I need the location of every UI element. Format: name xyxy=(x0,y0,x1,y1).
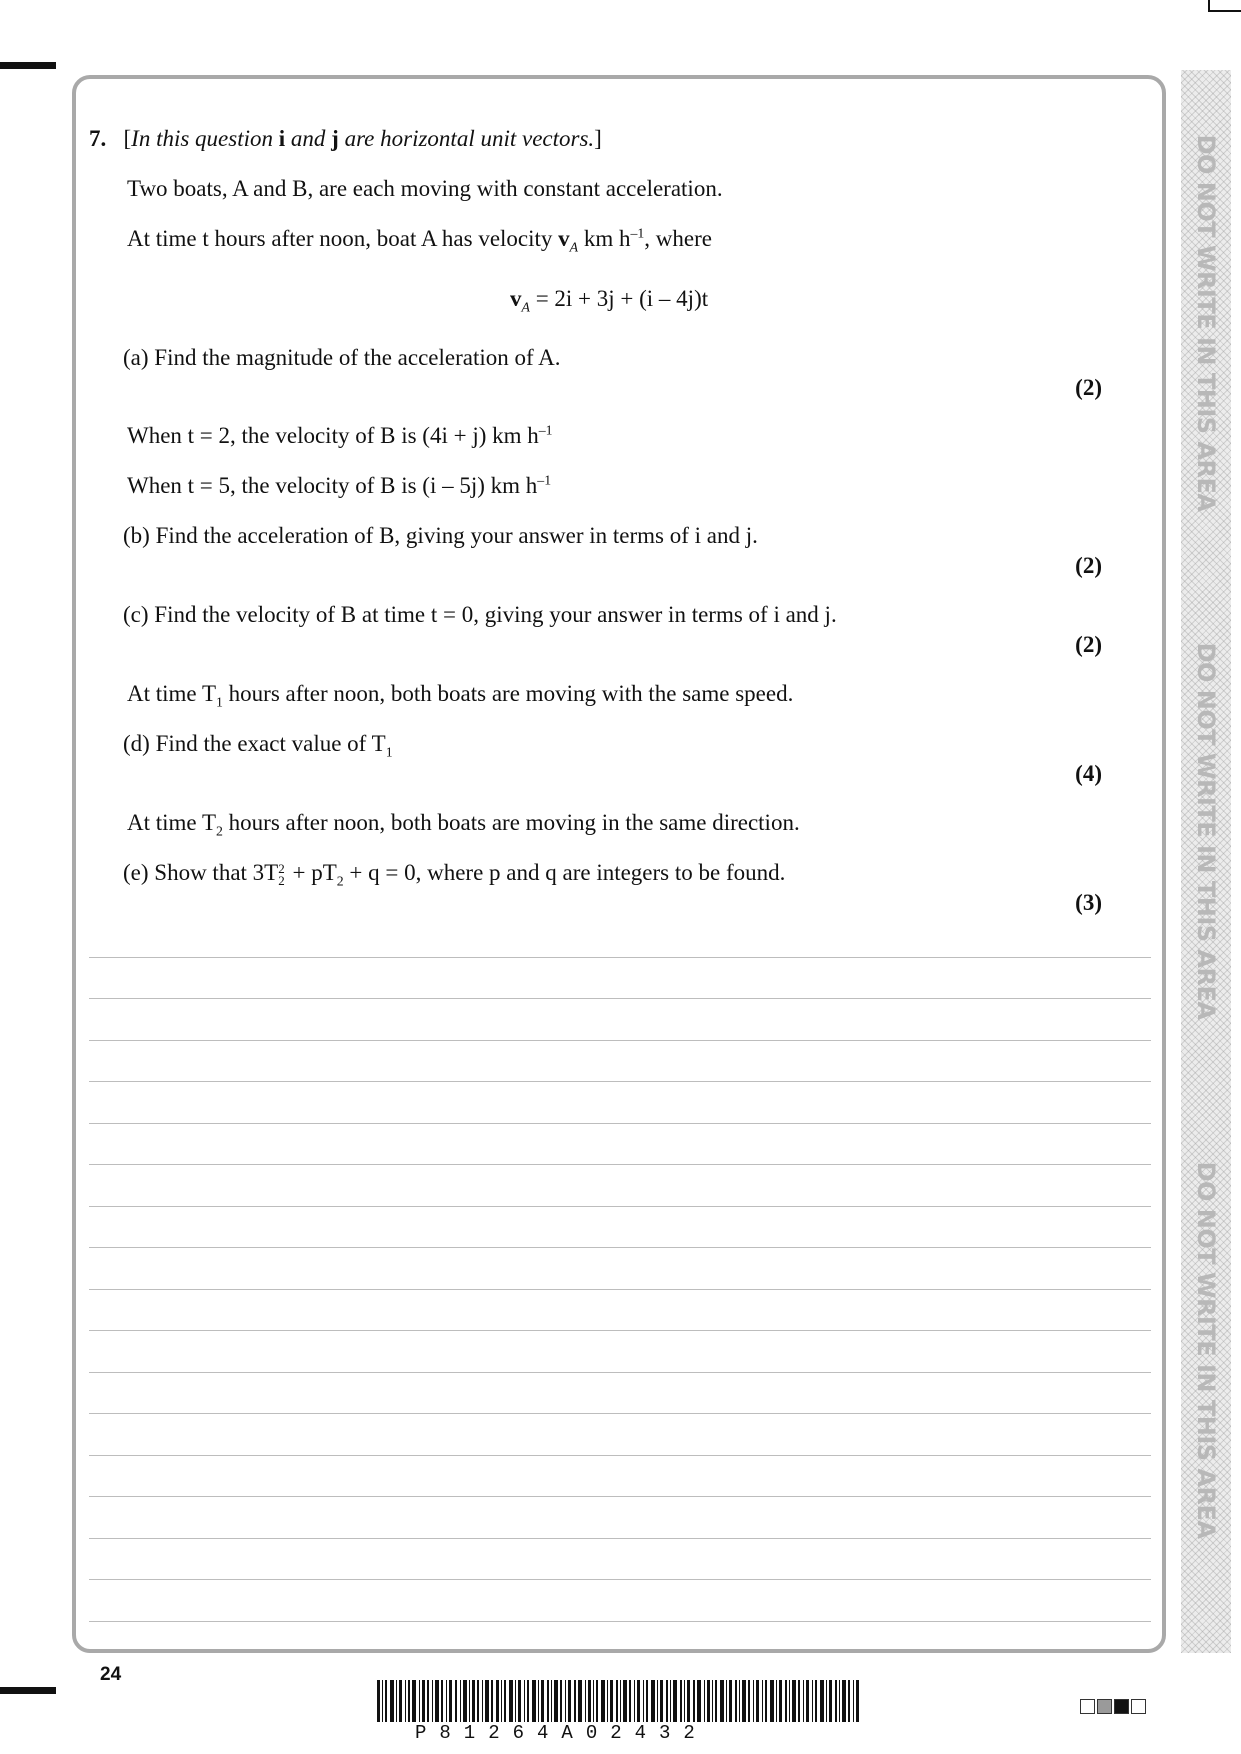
answer-line[interactable] xyxy=(89,1496,1151,1497)
marks-e: (3) xyxy=(1075,890,1102,915)
answer-line[interactable] xyxy=(89,1206,1151,1207)
marks-b: (2) xyxy=(1075,553,1102,578)
barcode xyxy=(377,1680,861,1722)
answer-line[interactable] xyxy=(89,1330,1151,1331)
answer-line[interactable] xyxy=(89,1247,1151,1248)
marker-square-3 xyxy=(1114,1699,1129,1714)
crop-mark-top-right xyxy=(1208,10,1241,12)
answer-line[interactable] xyxy=(89,1164,1151,1165)
page-number: 24 xyxy=(100,1664,122,1685)
marks-d: (4) xyxy=(1075,761,1102,786)
crop-mark-top-right-v xyxy=(1208,0,1210,12)
answer-line[interactable] xyxy=(89,1455,1151,1456)
marks-c: (2) xyxy=(1075,632,1102,657)
side-warning-3: DO NOT WRITE IN THIS AREA xyxy=(1192,1161,1220,1539)
part-e: (e) Show that 3T 2 2 + $pT_2 + q = 0$, where p and q are integers to be found. xyxy=(123,860,786,889)
answer-line[interactable] xyxy=(89,1579,1151,1580)
answer-line[interactable] xyxy=(89,1123,1151,1124)
when-line-2: When t = 5, the velocity of B is (i – 5j) km $h^{-1}$ xyxy=(127,472,552,498)
answer-line[interactable] xyxy=(89,1040,1151,1041)
marker-square-4 xyxy=(1131,1699,1146,1714)
line-T2: At time $T_2$ hours after noon, both boats are moving in the same direction. xyxy=(127,810,800,839)
line-T1: At time $T_1$ hours after noon, both boats are moving with the same speed. xyxy=(127,681,794,710)
side-warning-2: DO NOT WRITE IN THIS AREA xyxy=(1192,642,1220,1020)
answer-line[interactable] xyxy=(89,998,1151,999)
part-c: (c) Find the velocity of B at time t = 0, giving your answer in terms of i and j. xyxy=(123,602,837,627)
marker-square-2 xyxy=(1097,1699,1112,1714)
question-number: 7. xyxy=(89,126,107,151)
answer-line[interactable] xyxy=(89,1372,1151,1373)
question-line-2: At time t hours after noon, boat A has velocity $v_A$ km $h^{-1}$, where xyxy=(127,225,712,255)
do-not-write-strip xyxy=(1181,70,1231,1653)
barcode-number: P81264A02432 xyxy=(415,1722,708,1744)
marks-a: (2) xyxy=(1075,375,1102,400)
marker-square-1 xyxy=(1080,1699,1095,1714)
part-d: (d) Find the exact value of $T_1$ xyxy=(123,731,393,760)
when-line-1: When t = 2, the velocity of B is (4i + j) km $h^{-1}$ xyxy=(127,422,553,448)
part-a: (a) Find the magnitude of the acceleration of A. xyxy=(123,345,561,370)
edge-bar-top xyxy=(0,62,56,69)
answer-line[interactable] xyxy=(89,957,1151,958)
part-b: (b) Find the acceleration of B, giving your answer in terms of i and j. xyxy=(123,523,758,548)
answer-line[interactable] xyxy=(89,1289,1151,1290)
velocity-equation: $v_A = 2i + 3j + (i - 4j)t$ xyxy=(510,286,709,315)
answer-line[interactable] xyxy=(89,1621,1151,1622)
answer-line[interactable] xyxy=(89,1081,1151,1082)
question-line-1: Two boats, A and B, are each moving with constant acceleration. xyxy=(127,176,723,201)
answer-line[interactable] xyxy=(89,1538,1151,1539)
edge-bar-bottom xyxy=(0,1687,56,1694)
answer-line[interactable] xyxy=(89,1413,1151,1414)
question-intro: 7. [In this question i and j are horizontal unit vectors.] xyxy=(89,126,602,151)
side-warning-1: DO NOT WRITE IN THIS AREA xyxy=(1192,134,1220,512)
